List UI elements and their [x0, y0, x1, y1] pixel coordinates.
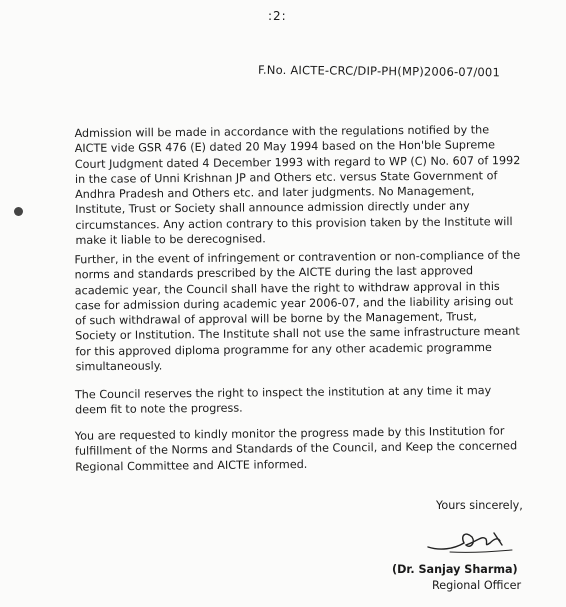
- punch-hole-mark: [14, 207, 23, 216]
- paragraph-infringement-withdrawal: Further, in the event of infringement or contravention or non-compliance of the norms and standards prescribed by the AICTE during the last approved academic year, the Council shall have the right to withdraw approval in this case for admission during academic year 2006-07, and the liability arising out of such withdrawal of approval will be borne by the Management, Trust, Society or Institution. The Institute shall not use the same infrastructure meant for this approved diploma programme for any other academic programme simultaneously.: [74, 248, 521, 374]
- handwritten-signature: [420, 521, 520, 561]
- signatory-name: (Dr. Sanjay Sharma): [392, 563, 518, 576]
- paragraph-monitor-progress: You are requested to kindly monitor the progress made by this Institution for fulfillment of the Norms and Standards of the Council, and Keep the concerned Regional Committee and AICTE informed.: [74, 424, 518, 474]
- paragraph-admission-regulations: Admission will be made in accordance with the regulations notified by the AICTE vide GSR 476 (E) dated 20 May 1994 based on the Hon'ble Supreme Court Judgment dated 4 December 1993 with regard to WP (C) No. 607 of 1992 in the case of Unni Krishnan JP and Others etc. versus State Government of Andhra Pradesh and Others etc. and later judgments. No Management, Institute, Trust or Society shall announce admission directly under any circumstances. Any action contrary to this provision taken by the Institute will make it liable to be derecognised.: [74, 123, 521, 248]
- closing-salutation: Yours sincerely,: [436, 499, 523, 512]
- page-number: :2:: [268, 9, 287, 23]
- paragraph-inspection-right: The Council reserves the right to inspect the institution at any time it may deem fit to note the progress.: [74, 383, 492, 417]
- signatory-title: Regional Officer: [432, 579, 522, 592]
- file-reference-number: F.No. AICTE-CRC/DIP-PH(MP)2006-07/001: [257, 62, 501, 80]
